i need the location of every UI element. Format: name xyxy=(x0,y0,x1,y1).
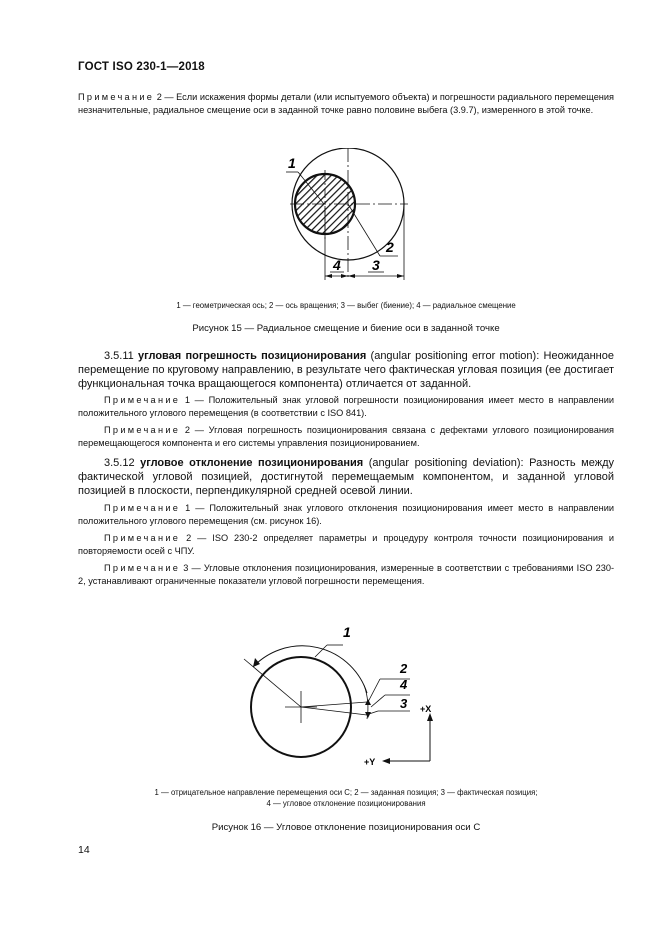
note-3-5-11-1 xyxy=(78,394,614,420)
note-text: 2 — Угловая погрешность позиционирования связана с дефектами углового позиционирования перемещающегося компонента и его системы управления позиционированием. xyxy=(78,425,614,449)
note-3-5-12-3 xyxy=(78,562,614,588)
callout-1: 1 xyxy=(288,155,296,171)
x-axis-label: +X xyxy=(420,704,432,714)
note-3-5-12-1 xyxy=(78,502,614,528)
note-3-5-11-2 xyxy=(78,424,614,450)
callout-3: 3 xyxy=(372,257,380,273)
note-3-5-12-2 xyxy=(78,532,614,558)
figure-16-legend xyxy=(78,787,614,809)
note-label: Примечание xyxy=(104,533,181,543)
section-term: угловая погрешность позиционирования xyxy=(138,350,367,362)
note-text: 1 — Положительный знак углового отклонения позиционирования имеет место в направлении положительного углового перемещения (см. рисунок 16). xyxy=(78,503,614,527)
x-axis-arrow xyxy=(427,713,433,721)
section-term: угловое отклонение позиционирования xyxy=(140,457,364,469)
note-label: Примечание xyxy=(78,92,155,102)
document-header: ГОСТ ISO 230-1—2018 xyxy=(78,61,205,73)
callout-4: 4 xyxy=(400,677,408,692)
leader-line-2 xyxy=(368,679,380,702)
y-axis-label: +Y xyxy=(364,757,376,767)
leader-line-4 xyxy=(371,695,385,707)
figure-15-legend: 1 — геометрическая ось; 2 — ось вращения; 3 — выбег (биение); 4 — радиальное смещение xyxy=(176,301,516,310)
section-3-5-11 xyxy=(78,349,614,392)
figure-16-diagram xyxy=(230,615,450,775)
leader-line-1 xyxy=(315,645,327,657)
note-label: Примечание xyxy=(104,425,181,435)
page-number: 14 xyxy=(78,844,90,856)
callout-4: 4 xyxy=(333,257,341,273)
note-label: Примечание xyxy=(104,503,181,513)
callout-3: 3 xyxy=(400,696,408,711)
target-position-line xyxy=(301,702,367,707)
section-3-5-12 xyxy=(78,456,614,499)
dimension-arrow xyxy=(341,274,348,278)
section-definition: (angular positioning deviation): Разность между фактической угловой позицией, достигнутой перемещаемым компонентом, и заданной угловой позицией в плоскости, перпендикулярной средней осевой линии. xyxy=(78,457,614,498)
note-text: 2 — ISO 230-2 определяет параметры и процедуру контроля точности позиционирования и повторяемости осей с ЧПУ. xyxy=(78,533,614,557)
figure-15-caption: Рисунок 15 — Радиальное смещение и биение оси в заданной точке xyxy=(192,323,500,334)
actual-position-line xyxy=(301,707,367,715)
section-number: 3.5.11 xyxy=(104,350,139,362)
figure-15-diagram xyxy=(280,148,410,288)
leader-line-2 xyxy=(348,204,380,256)
arc-arrowhead xyxy=(253,658,260,667)
negative-direction-arc xyxy=(253,646,367,693)
dimension-arrow xyxy=(325,274,332,278)
section-number: 3.5.12 xyxy=(104,457,141,469)
dimension-arrow xyxy=(397,274,404,278)
callout-1: 1 xyxy=(343,624,351,640)
note-label: Примечание xyxy=(104,563,181,573)
note-text: 3 — Угловые отклонения позиционирования, измеренные в соответствии с требованиями ISO 230-2, устанавливают ограниченные показатели угловой погрешности перемещения. xyxy=(78,563,614,587)
legend-line: 1 — отрицательное направление перемещения оси C; 2 — заданная позиция; 3 — фактическая позиция; xyxy=(154,788,538,797)
dimension-arrow xyxy=(348,274,355,278)
y-axis-arrow xyxy=(382,758,390,764)
note-label: Примечание xyxy=(104,395,181,405)
callout-2: 2 xyxy=(386,239,394,255)
callout-2: 2 xyxy=(400,661,408,676)
note-text: 2 — Если искажения формы детали (или испытуемого объекта) и погрешности радиального перемещения незначительные, радиальное смещение оси в заданной точке равно половине выбега (3.9.7), измеренного в этой точке. xyxy=(78,92,614,116)
note-top xyxy=(78,91,614,117)
section-definition: (angular positioning error motion): Неожиданное перемещение по круговому направлению, в результате чего фактическая угловая позиция (ее достигает функциональная точка вращающегося компонента) отличается от заданной. xyxy=(78,350,615,391)
figure-16-caption: Рисунок 16 — Угловое отклонение позиционирования оси C xyxy=(211,822,481,833)
legend-line: 4 — угловое отклонение позиционирования xyxy=(266,799,426,808)
note-text: 1 — Положительный знак угловой погрешности позиционирования имеет место в направлении положительного углового перемещения (в соответствии с ISO 841). xyxy=(78,395,614,419)
